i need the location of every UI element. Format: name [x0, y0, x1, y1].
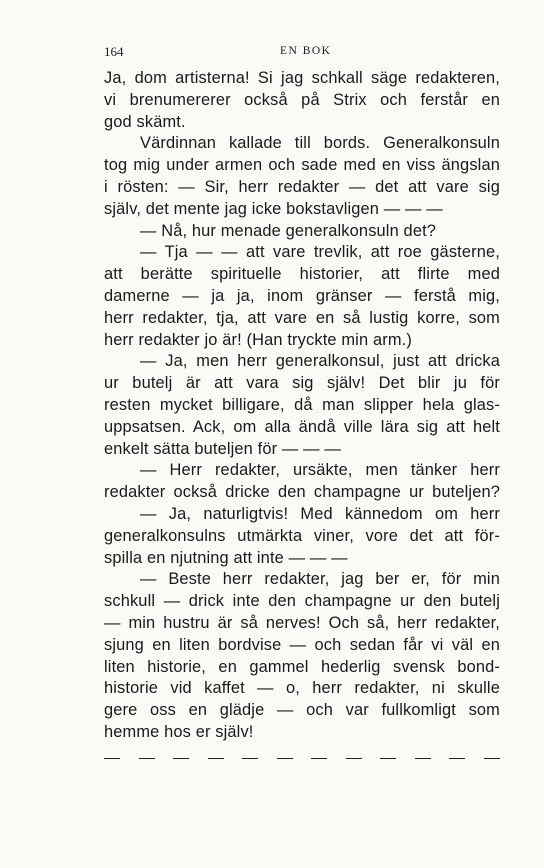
dash-mark: [415, 758, 431, 759]
running-head: EN BOK: [280, 45, 332, 57]
text-line: redakter också dricke den champagne ur buteljen?: [104, 483, 500, 502]
page-header: [104, 44, 500, 68]
text-line: schkull — drick inte den champagne ur den butelj: [104, 592, 500, 611]
book-page: [104, 44, 500, 768]
dash-mark: [242, 758, 258, 759]
text-line: att berätte spirituelle historier, att flirte med: [104, 265, 500, 284]
dash-mark: [346, 758, 362, 759]
text-line: — min hustru är så nerves! Och så, herr redakter,: [104, 613, 500, 632]
text-line: damerne — ja ja, inom gränser — ferstå mig,: [104, 286, 500, 305]
text-line: generalkonsulns utmärkta viner, vore det att för-: [104, 526, 500, 545]
text-line: — Beste herr redakter, jag ber er, för min: [140, 570, 500, 589]
text-line: — Ja, naturligtvis! Med kännedom om herr: [140, 504, 500, 523]
dash-mark: [104, 758, 120, 759]
text-line: god skämt.: [104, 112, 186, 131]
text-line: vi brenumererer också på Strix och ferstår en: [104, 90, 500, 109]
text-line: herr redakter jo är! (Han tryckte min arm.): [104, 330, 412, 349]
text-line: — Ja, men herr generalkonsul, just att dricka: [140, 352, 500, 371]
text-line: gere oss en glädje — och var fullkomligt som: [104, 701, 500, 720]
dash-mark: [484, 758, 500, 759]
dash-mark: [139, 758, 155, 759]
text-line: i rösten: — Sir, herr redakter — det att vare sig: [104, 177, 500, 196]
text-line: tog mig under armen och sade med en viss ängslan: [104, 156, 500, 175]
text-line: ur butelj är att vara sig själv! Det blir ju för: [104, 374, 500, 393]
dash-mark: [277, 758, 293, 759]
text-line: uppsatsen. Ack, om alla ändå ville lära sig att helt: [104, 417, 500, 436]
dash-mark: [208, 758, 224, 759]
text-line: spilla en njutning att inte — — —: [104, 548, 348, 567]
text-line: — Herr redakter, ursäkte, men tänker herr: [140, 461, 500, 480]
dash-mark: [173, 758, 189, 759]
text-line: — Nå, hur menade generalkonsuln det?: [140, 221, 437, 240]
text-line: Ja, dom artisterna! Si jag schkall säge redakteren,: [104, 69, 500, 87]
text-line: resten mycket billigare, då man slipper hela glas-: [104, 395, 500, 414]
text-line: Värdinnan kallade till bords. Generalkonsuln: [140, 134, 500, 153]
text-line: själv, det mente jag icke bokstavligen — — —: [104, 199, 443, 218]
closing-dash-rule: [104, 746, 500, 768]
text-line: liten historie, en gammel hederlig svensk bond-: [104, 657, 500, 676]
dash-mark: [311, 758, 327, 759]
text-line: sjung en liten bordvise — och sedan får vi väl en: [104, 635, 500, 654]
text-line: herr redakter, tja, att vare en så lustig korre, som: [104, 308, 500, 327]
dash-mark: [449, 758, 465, 759]
page-number: 164: [104, 44, 124, 59]
text-line: historie vid kaffet — o, herr redakter, ni skulle: [104, 679, 500, 698]
text-line: — Tja — — att vare trevlik, att roe gästerne,: [140, 243, 500, 262]
dash-mark: [380, 758, 396, 759]
text-line: hemme hos er själv!: [104, 722, 254, 741]
text-line: enkelt sätta buteljen för — — —: [104, 439, 341, 458]
body-text: [104, 68, 500, 744]
